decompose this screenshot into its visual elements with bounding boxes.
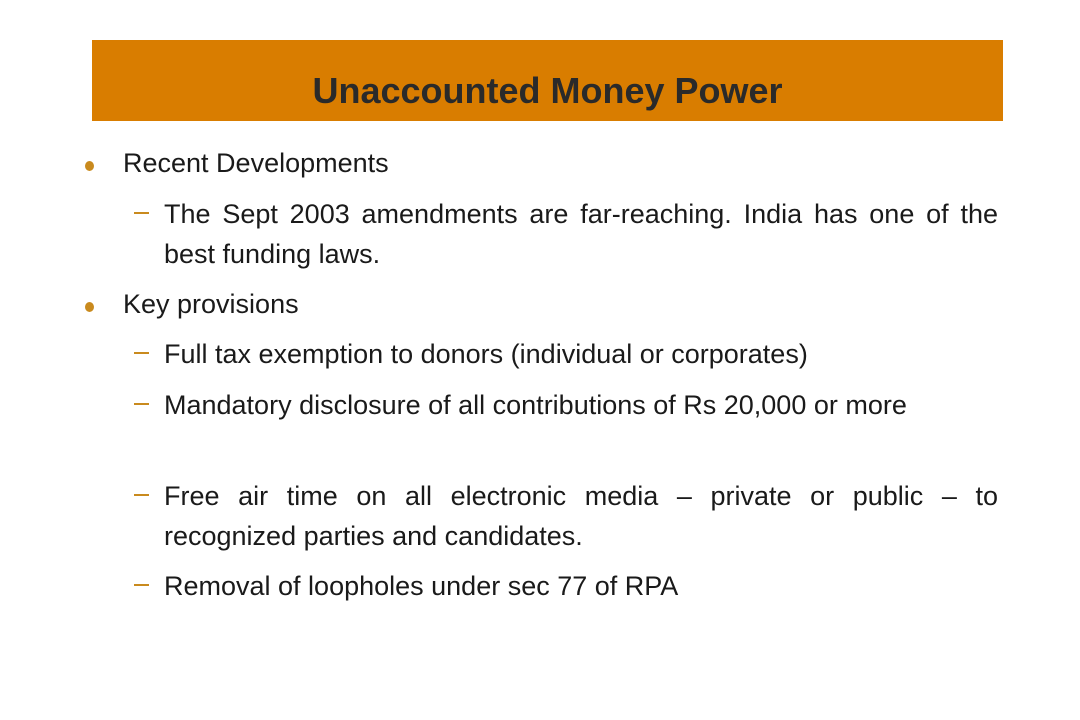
dash-icon: [134, 212, 149, 214]
dash-icon: [134, 352, 149, 354]
slide-title: Unaccounted Money Power: [312, 70, 783, 111]
bullet-item: [123, 145, 1003, 181]
sub-bullet-text: Free air time on all electronic media – private or public – to recognized parties and candidates.: [164, 481, 998, 551]
sub-bullet-text: Mandatory disclosure of all contributions of Rs 20,000 or more: [164, 390, 907, 420]
bullet-text: Recent Developments: [123, 148, 389, 178]
dash-icon: [134, 403, 149, 405]
sub-bullet-text: Removal of loopholes under sec 77 of RPA: [164, 571, 679, 601]
sub-bullet-item: [164, 476, 998, 556]
bullet-text: Key provisions: [123, 289, 299, 319]
sub-bullet-text: Full tax exemption to donors (individual or corporates): [164, 339, 808, 369]
bullet-dot-icon: [85, 161, 94, 171]
bullet-item: [123, 286, 1003, 322]
sub-bullet-item: [164, 385, 998, 425]
sub-bullet-item: [164, 334, 998, 374]
dash-icon: [134, 584, 149, 586]
sub-bullet-item: [164, 194, 998, 274]
bullet-dot-icon: [85, 302, 94, 312]
dash-icon: [134, 494, 149, 496]
sub-bullet-text: The Sept 2003 amendments are far-reaching. India has one of the best funding laws.: [164, 199, 998, 269]
sub-bullet-item: [164, 566, 998, 606]
